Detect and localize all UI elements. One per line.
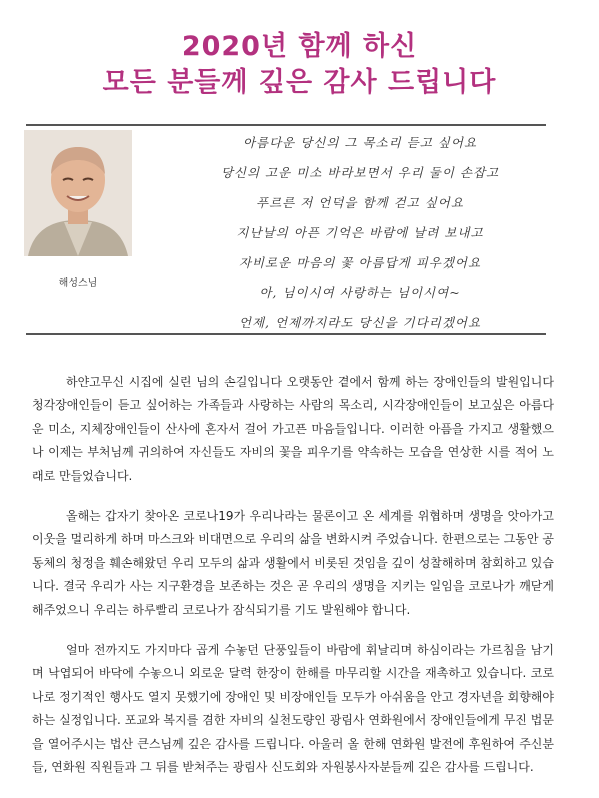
body-paragraph: 하얀고무신 시집에 실린 님의 손길입니다 오랫동안 곁에서 함께 하는 장애인들의 발원입니다 청각장애인들이 듣고 싶어하는 가족들과 사랑하는 사람의 목소리, 시각장애인들이 보고싶은 아름다운 미소, 지체장애인들이 산사에 혼자서 걸어 가고픈 마음들입니다. 이러한 아픔을 가지고 생활했으나 이제는 부처님께 귀의하여 자신들도 자비의 꽃을 피우기를 약속하는 모습을 연상한 시를 적어 노래로 만들었습니다. (32, 375, 554, 483)
poem-line: 아, 님이시여 사랑하는 님이시여~ (259, 285, 461, 300)
author-photo (24, 130, 132, 256)
author-caption: 해성스님 (58, 278, 98, 289)
letter-body (32, 371, 554, 797)
page-title-line-1: 2020년 함께 하신 (181, 31, 418, 62)
bottom-divider (26, 333, 546, 335)
body-paragraph: 얼마 전까지도 가지마다 곱게 수놓던 단풍잎들이 바람에 휘날리며 하심이라는 가르침을 남기며 낙엽되어 바닥에 수놓으니 외로운 달력 한장이 한해를 마무리할 시간을 재촉하고 있습니다. 코로나로 정기적인 행사도 열지 못했기에 장애인 및 비장애인들 모두가 아쉬움을 안고 경자년을 회향해야 하는 실정입니다. 포교와 복지를 겸한 자비의 실천도량인 광림사 연화원에서 장애인들에게 무진 법문을 열어주시는 법산 큰스님께 깊은 감사를 드립니다. 아울러 올 한해 연화원 발전에 후원하여 주신분들, 연화원 직원들과 그 뒤를 받쳐주는 광림사 신도회와 자원봉사자분들께 깊은 감사를 드립니다. (32, 643, 554, 775)
poem-line: 푸르른 저 언덕을 함께 걷고 싶어요 (256, 195, 464, 210)
poem-line: 언제, 언제까지라도 당신을 기다리겠어요 (238, 315, 482, 330)
poem (160, 128, 560, 338)
poem-line: 자비로운 마음의 꽃 아름답게 피우겠어요 (238, 255, 482, 270)
poem-line: 당신의 고운 미소 바라보면서 우리 둘이 손잡고 (220, 165, 500, 180)
page-title-line-2: 모든 분들께 깊은 감사 드립니다 (102, 67, 497, 98)
poem-line: 지난날의 아픈 기억은 바람에 날려 보내고 (236, 225, 484, 240)
poem-line: 아름다운 당신의 그 목소리 듣고 싶어요 (242, 135, 478, 150)
top-divider (26, 124, 546, 126)
body-paragraph: 올해는 갑자기 찾아온 코로나19가 우리나라는 물론이고 온 세계를 위협하며 생명을 앗아가고 이웃을 멀리하게 하며 마스크와 비대면으로 우리의 삶을 변화시켜 주었습니다. 한편으로는 그동안 공동체의 청정을 훼손해왔던 우리 모두의 삶과 생활에서 비롯된 것임을 깊이 성찰해하며 참회하고 있습니다. 결국 우리가 사는 지구환경을 보존하는 것은 곧 우리의 생명을 지키는 일임을 코로나가 깨닫게 해주었으니 우리는 하루빨리 코로나가 잠식되기를 기도 발원해야 합니다. (32, 509, 554, 617)
